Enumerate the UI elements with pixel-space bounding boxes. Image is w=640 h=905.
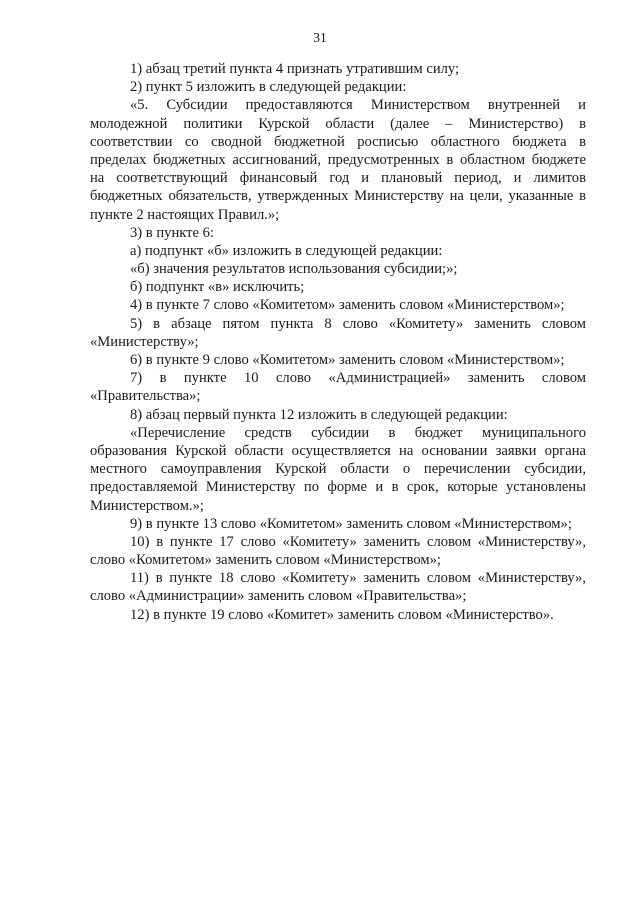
paragraph-line: местного самоуправления Курской области о перечислении субсидии, [90, 461, 586, 478]
paragraph-line: 8) абзац первый пункта 12 изложить в следующей редакции: [130, 406, 508, 423]
paragraph-line: 1) абзац третий пункта 4 признать утратившим силу; [130, 61, 460, 77]
paragraph-line: слово «Комитетом» заменить словом «Министерством»; [90, 552, 441, 569]
paragraph-line: Министерством.»; [90, 497, 204, 514]
paragraph-line: 10) в пункте 17 слово «Комитету» заменить словом «Министерству», [130, 533, 586, 550]
paragraph-line: «Перечисление средств субсидии в бюджет муниципального [130, 424, 586, 441]
paragraph-line: на соответствующий финансовый год и плановый период, и лимитов [90, 170, 586, 187]
paragraph-line: образования Курской области осуществляется на основании заявки органа [90, 442, 586, 459]
paragraph-line: 7) в пункте 10 слово «Администрацией» заменить словом [130, 370, 586, 387]
document-body [90, 60, 586, 624]
paragraph-line: «Министерству»; [90, 333, 199, 350]
paragraph-line: 4) в пункте 7 слово «Комитетом» заменить словом «Министерством»; [130, 297, 565, 314]
paragraph-line: «Правительства»; [90, 388, 201, 405]
paragraph-line: соответствии со сводной бюджетной росписью областного бюджета в [90, 133, 586, 150]
paragraph-line: молодежной политики Курской области (далее – Министерство) в [90, 115, 586, 132]
paragraph-line: 5) в абзаце пятом пункта 8 слово «Комитету» заменить словом [130, 315, 586, 332]
paragraph-line: 9) в пункте 13 слово «Комитетом» заменить словом «Министерством»; [130, 515, 572, 532]
paragraph-line: 6) в пункте 9 слово «Комитетом» заменить словом «Министерством»; [130, 352, 565, 368]
page-number: 31 [313, 30, 327, 45]
paragraph-line: «5. Субсидии предоставляются Министерством внутренней и [130, 97, 586, 114]
paragraph-line: 3) в пункте 6: [130, 224, 215, 241]
paragraph-line: «б) значения результатов использования субсидии;»; [130, 261, 458, 278]
paragraph-line: 12) в пункте 19 слово «Комитет» заменить словом «Министерство». [130, 606, 554, 623]
paragraph-line: а) подпункт «б» изложить в следующей редакции: [130, 242, 443, 259]
paragraph-line: бюджетных обязательств, утвержденных Министерству на цели, указанные в [90, 188, 586, 205]
paragraph-line: предоставляемой Министерству по форме и в срок, которые установлены [90, 479, 586, 496]
paragraph-line: слово «Администрации» заменить словом «Правительства»; [90, 588, 467, 605]
paragraph-line: б) подпункт «в» исключить; [130, 279, 305, 296]
paragraph-line: пределах бюджетных ассигнований, предусмотренных в областном бюджете [90, 151, 586, 168]
paragraph-line: 11) в пункте 18 слово «Комитету» заменить словом «Министерству», [130, 570, 586, 587]
paragraph-line: 2) пункт 5 изложить в следующей редакции: [130, 79, 407, 96]
paragraph-line: пункте 2 настоящих Правил.»; [90, 206, 280, 223]
